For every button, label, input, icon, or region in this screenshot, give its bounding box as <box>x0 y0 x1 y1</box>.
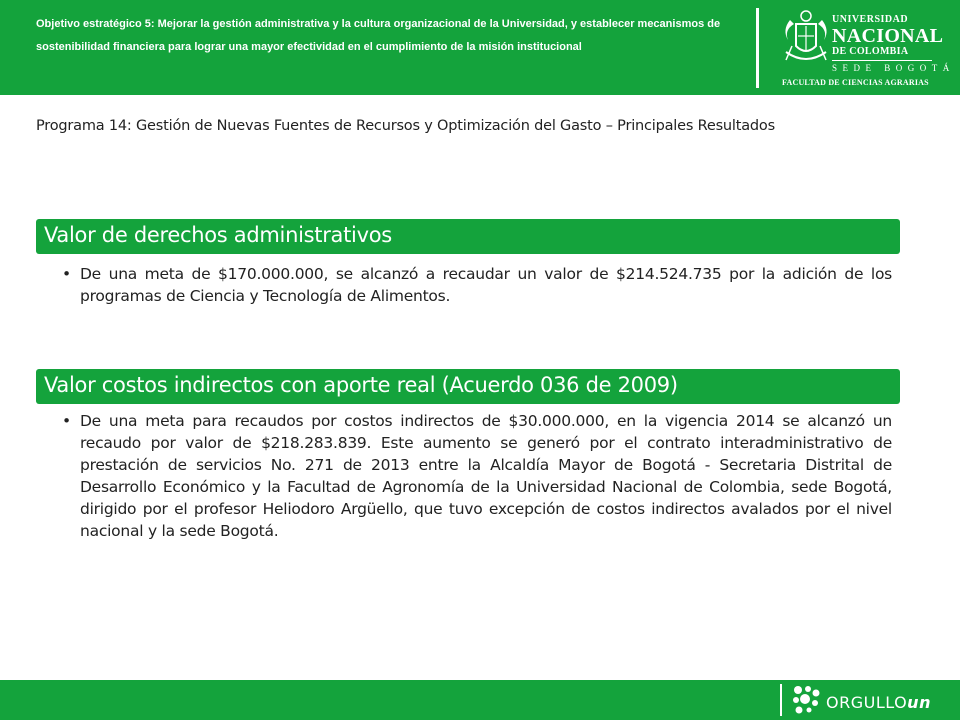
university-logo <box>776 6 960 92</box>
logo-rule <box>832 60 932 61</box>
logo-line-sede: SEDE BOGOTÁ <box>832 63 955 73</box>
bullet-item-derechos <box>62 263 892 307</box>
section-title: Valor costos indirectos con aporte real (Acuerdo 036 de 2009) <box>44 373 678 397</box>
university-seal-icon <box>780 6 832 68</box>
orgullo-wordmark <box>826 693 931 712</box>
bullet-text: De una meta de $170.000.000, se alcanzó a recaudar un valor de $214.524.735 por la adición de los programas de Ciencia y Tecnología de Alimentos. <box>80 265 892 305</box>
logo-line-universidad: UNIVERSIDAD <box>832 14 909 25</box>
orgullo-suffix: un <box>907 693 931 712</box>
bullet-text: De una meta para recaudos por costos indirectos de $30.000.000, en la vigencia 2014 se alcanzó un recaudo por valor de $218.283.839. Este aumento se generó por el contrato interadministrativo de prestación de servicios No. 271 de 2013 entre la Alcaldía Mayor de Bogotá - Secretaria Distrital de Desarrollo Económico y la Facultad de Agronomía de la Universidad Nacional de Colombia, sede Bogotá, dirigido por el profesor Heliodoro Argüello, que tuvo excepción de costos indirectos avalados por el nivel nacional y la sede Bogotá. <box>80 412 892 540</box>
program-subtitle: Programa 14: Gestión de Nuevas Fuentes de Recursos y Optimización del Gasto – Principales Resultados <box>36 118 775 134</box>
logo-facultad: FACULTAD DE CIENCIAS AGRARIAS <box>782 78 929 87</box>
header-banner <box>0 0 960 95</box>
section-title: Valor de derechos administrativos <box>44 223 392 247</box>
footer-banner <box>0 680 960 720</box>
section-header-derechos <box>36 219 900 254</box>
section-header-costos <box>36 369 900 404</box>
orgullo-un-logo <box>790 684 950 716</box>
bullet-dot-icon: • <box>62 412 72 430</box>
header-divider <box>756 8 759 88</box>
orgullo-prefix: ORGULLO <box>826 693 908 712</box>
orgullo-dots-icon <box>790 684 824 716</box>
logo-line-nacional: NACIONAL <box>832 25 944 47</box>
footer-divider <box>780 684 782 716</box>
logo-line-de-colombia: DE COLOMBIA <box>832 46 909 57</box>
strategic-objective-text: Objetivo estratégico 5: Mejorar la gestión administrativa y la cultura organizacional de la Universidad, y establecer mecanismos de sostenibilidad financiera para lograr una mayor efectividad en el cumplimiento de la misión institucional <box>36 18 721 53</box>
bullet-item-costos <box>62 410 892 542</box>
bullet-dot-icon: • <box>62 265 72 283</box>
